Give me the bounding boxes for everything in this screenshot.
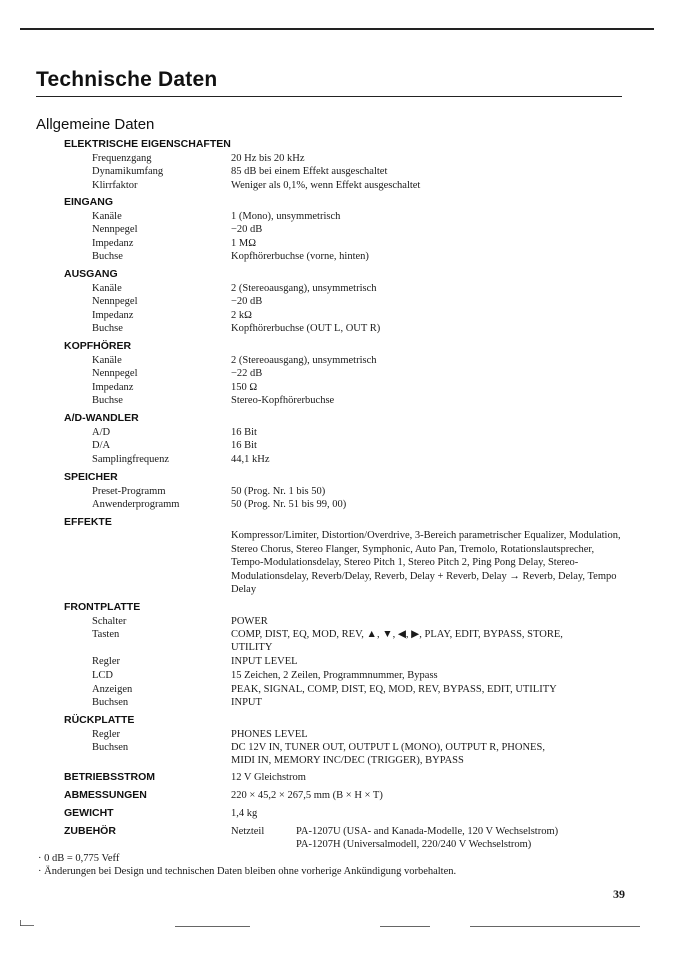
spec-label: Buchse	[92, 251, 123, 262]
heading-eingang: EINGANG	[64, 196, 114, 208]
spec-label: Tasten	[92, 629, 120, 640]
page-title: Technische Daten	[36, 68, 218, 91]
spec-value: 12 V Gleichstrom	[231, 772, 306, 783]
spec-label: Nennpegel	[92, 368, 138, 379]
heading-ad-wandler: A/D-WANDLER	[64, 412, 139, 424]
spec-value: Weniger als 0,1%, wenn Effekt ausgeschaltet	[231, 180, 421, 191]
spec-label: Nennpegel	[92, 224, 138, 235]
spec-label: Kanäle	[92, 211, 122, 222]
spec-label: Buchsen	[92, 742, 129, 753]
spec-value: 15 Zeichen, 2 Zeilen, Programmnummer, Bypass	[231, 670, 438, 681]
heading-ausgang: AUSGANG	[64, 268, 118, 280]
spec-value: 2 kΩ	[231, 310, 252, 321]
heading-gewicht: GEWICHT	[64, 807, 114, 819]
spec-value: INPUT	[231, 697, 262, 708]
spec-label: Nennpegel	[92, 296, 138, 307]
spec-value: 1 MΩ	[231, 238, 257, 249]
footnote: · 0 dB = 0,775 Veff	[38, 853, 120, 864]
spec-value: Kopfhörerbuchse (vorne, hinten)	[231, 251, 369, 262]
spec-label: Anwenderprogramm	[92, 499, 180, 510]
heading-speicher: SPEICHER	[64, 471, 118, 483]
spec-value: 1 (Mono), unsymmetrisch	[231, 211, 341, 222]
spec-value: Kopfhörerbuchse (OUT L, OUT R)	[231, 323, 381, 334]
heading-kopfhoerer: KOPFHÖRER	[64, 340, 132, 352]
spec-label: Regler	[92, 729, 120, 740]
heading-abmessungen: ABMESSUNGEN	[64, 789, 147, 801]
spec-value: INPUT LEVEL	[231, 656, 298, 667]
spec-label: Impedanz	[92, 382, 134, 393]
section-title: Allgemeine Daten	[36, 116, 155, 133]
spec-label: Klirrfaktor	[92, 180, 138, 191]
title-underline	[36, 96, 622, 97]
heading-rueckplatte: RÜCKPLATTE	[64, 714, 135, 726]
corner-mark-icon	[20, 920, 34, 926]
spec-label: Impedanz	[92, 238, 134, 249]
spec-label: Samplingfrequenz	[92, 454, 169, 465]
heading-frontplatte: FRONTPLATTE	[64, 601, 141, 613]
heading-elektrische-eigenschaften: ELEKTRISCHE EIGENSCHAFTEN	[64, 138, 231, 150]
spec-label: LCD	[92, 670, 113, 681]
spec-value-continued: MIDI IN, MEMORY INC/DEC (TRIGGER), BYPASS	[231, 755, 464, 766]
spec-value: 20 Hz bis 20 kHz	[231, 153, 305, 164]
spec-value: 85 dB bei einem Effekt ausgeschaltet	[231, 166, 388, 177]
bottom-divider	[470, 926, 640, 927]
heading-zubehoer: ZUBEHÖR	[64, 825, 116, 837]
spec-value: 16 Bit	[231, 440, 257, 451]
spec-value: PEAK, SIGNAL, COMP, DIST, EQ, MOD, REV, BYPASS, EDIT, UTILITY	[231, 684, 557, 695]
spec-value: 2 (Stereoausgang), unsymmetrisch	[231, 355, 377, 366]
spec-value: −22 dB	[231, 368, 263, 379]
spec-value: −20 dB	[231, 296, 263, 307]
spec-label: Dynamikumfang	[92, 166, 164, 177]
spec-value: Stereo-Kopfhörerbuchse	[231, 395, 335, 406]
spec-value: 44,1 kHz	[231, 454, 270, 465]
spec-value-continued: UTILITY	[231, 642, 273, 653]
spec-value: −20 dB	[231, 224, 263, 235]
spec-value: PHONES LEVEL	[231, 729, 308, 740]
spec-value: 16 Bit	[231, 427, 257, 438]
spec-value: 1,4 kg	[231, 808, 258, 819]
top-rule	[20, 28, 654, 30]
page-number: 39	[613, 887, 625, 901]
spec-value: 50 (Prog. Nr. 51 bis 99, 00)	[231, 499, 347, 510]
spec-label: Buchse	[92, 323, 123, 334]
spec-label: A/D	[92, 427, 111, 438]
bottom-divider	[380, 926, 430, 927]
spec-label: D/A	[92, 440, 111, 451]
spec-label: Buchsen	[92, 697, 129, 708]
heading-effekte: EFFEKTE	[64, 516, 112, 528]
spec-value: 50 (Prog. Nr. 1 bis 50)	[231, 486, 326, 497]
spec-label: Anzeigen	[92, 684, 133, 695]
footnote: · Änderungen bei Design und technischen Daten bleiben ohne vorherige Ankündigung vorbehalten.	[38, 866, 457, 877]
spec-value: POWER	[231, 616, 268, 627]
spec-label: Buchse	[92, 395, 123, 406]
spec-label: Schalter	[92, 616, 127, 627]
spec-value: 2 (Stereoausgang), unsymmetrisch	[231, 283, 377, 294]
spec-value: 150 Ω	[231, 382, 258, 393]
spec-label: Regler	[92, 656, 120, 667]
spec-label: Kanäle	[92, 355, 122, 366]
bottom-divider	[175, 926, 250, 927]
accessory-value: PA-1207H (Universalmodell, 220/240 V Wechselstrom)	[296, 839, 532, 850]
spec-value: COMP, DIST, EQ, MOD, REV, ▲, ▼, ◀, ▶, PLAY, EDIT, BYPASS, STORE,	[231, 629, 563, 640]
spec-label: Preset-Programm	[92, 486, 166, 497]
spec-label: Impedanz	[92, 310, 134, 321]
spec-value: 220 × 45,2 × 267,5 mm (B × H × T)	[231, 790, 383, 801]
spec-value: DC 12V IN, TUNER OUT, OUTPUT L (MONO), OUTPUT R, PHONES,	[231, 742, 545, 753]
accessory-label: Netzteil	[231, 826, 265, 837]
accessory-value: PA-1207U (USA- and Kanada-Modelle, 120 V Wechselstrom)	[296, 826, 559, 837]
spec-label: Frequenzgang	[92, 153, 152, 164]
spec-label: Kanäle	[92, 283, 122, 294]
effects-list: Kompressor/Limiter, Distortion/Overdrive, 3-Bereich parametrischer Equalizer, Modulation, Stereo Chorus, Stereo Flanger, Symphonic, Auto Pan, Tremolo, Rotationslautsprecher, Tempo-Modulationsdelay, Stereo Pitch 1, Stereo Pitch 2, Ping Pong Delay, Stereo-Modulationsdelay, Reverb/Delay, Reverb, Delay + Reverb, Delay → Reverb, Delay, Tempo Delay	[231, 530, 621, 595]
heading-betriebsstrom: BETRIEBSSTROM	[64, 771, 156, 783]
